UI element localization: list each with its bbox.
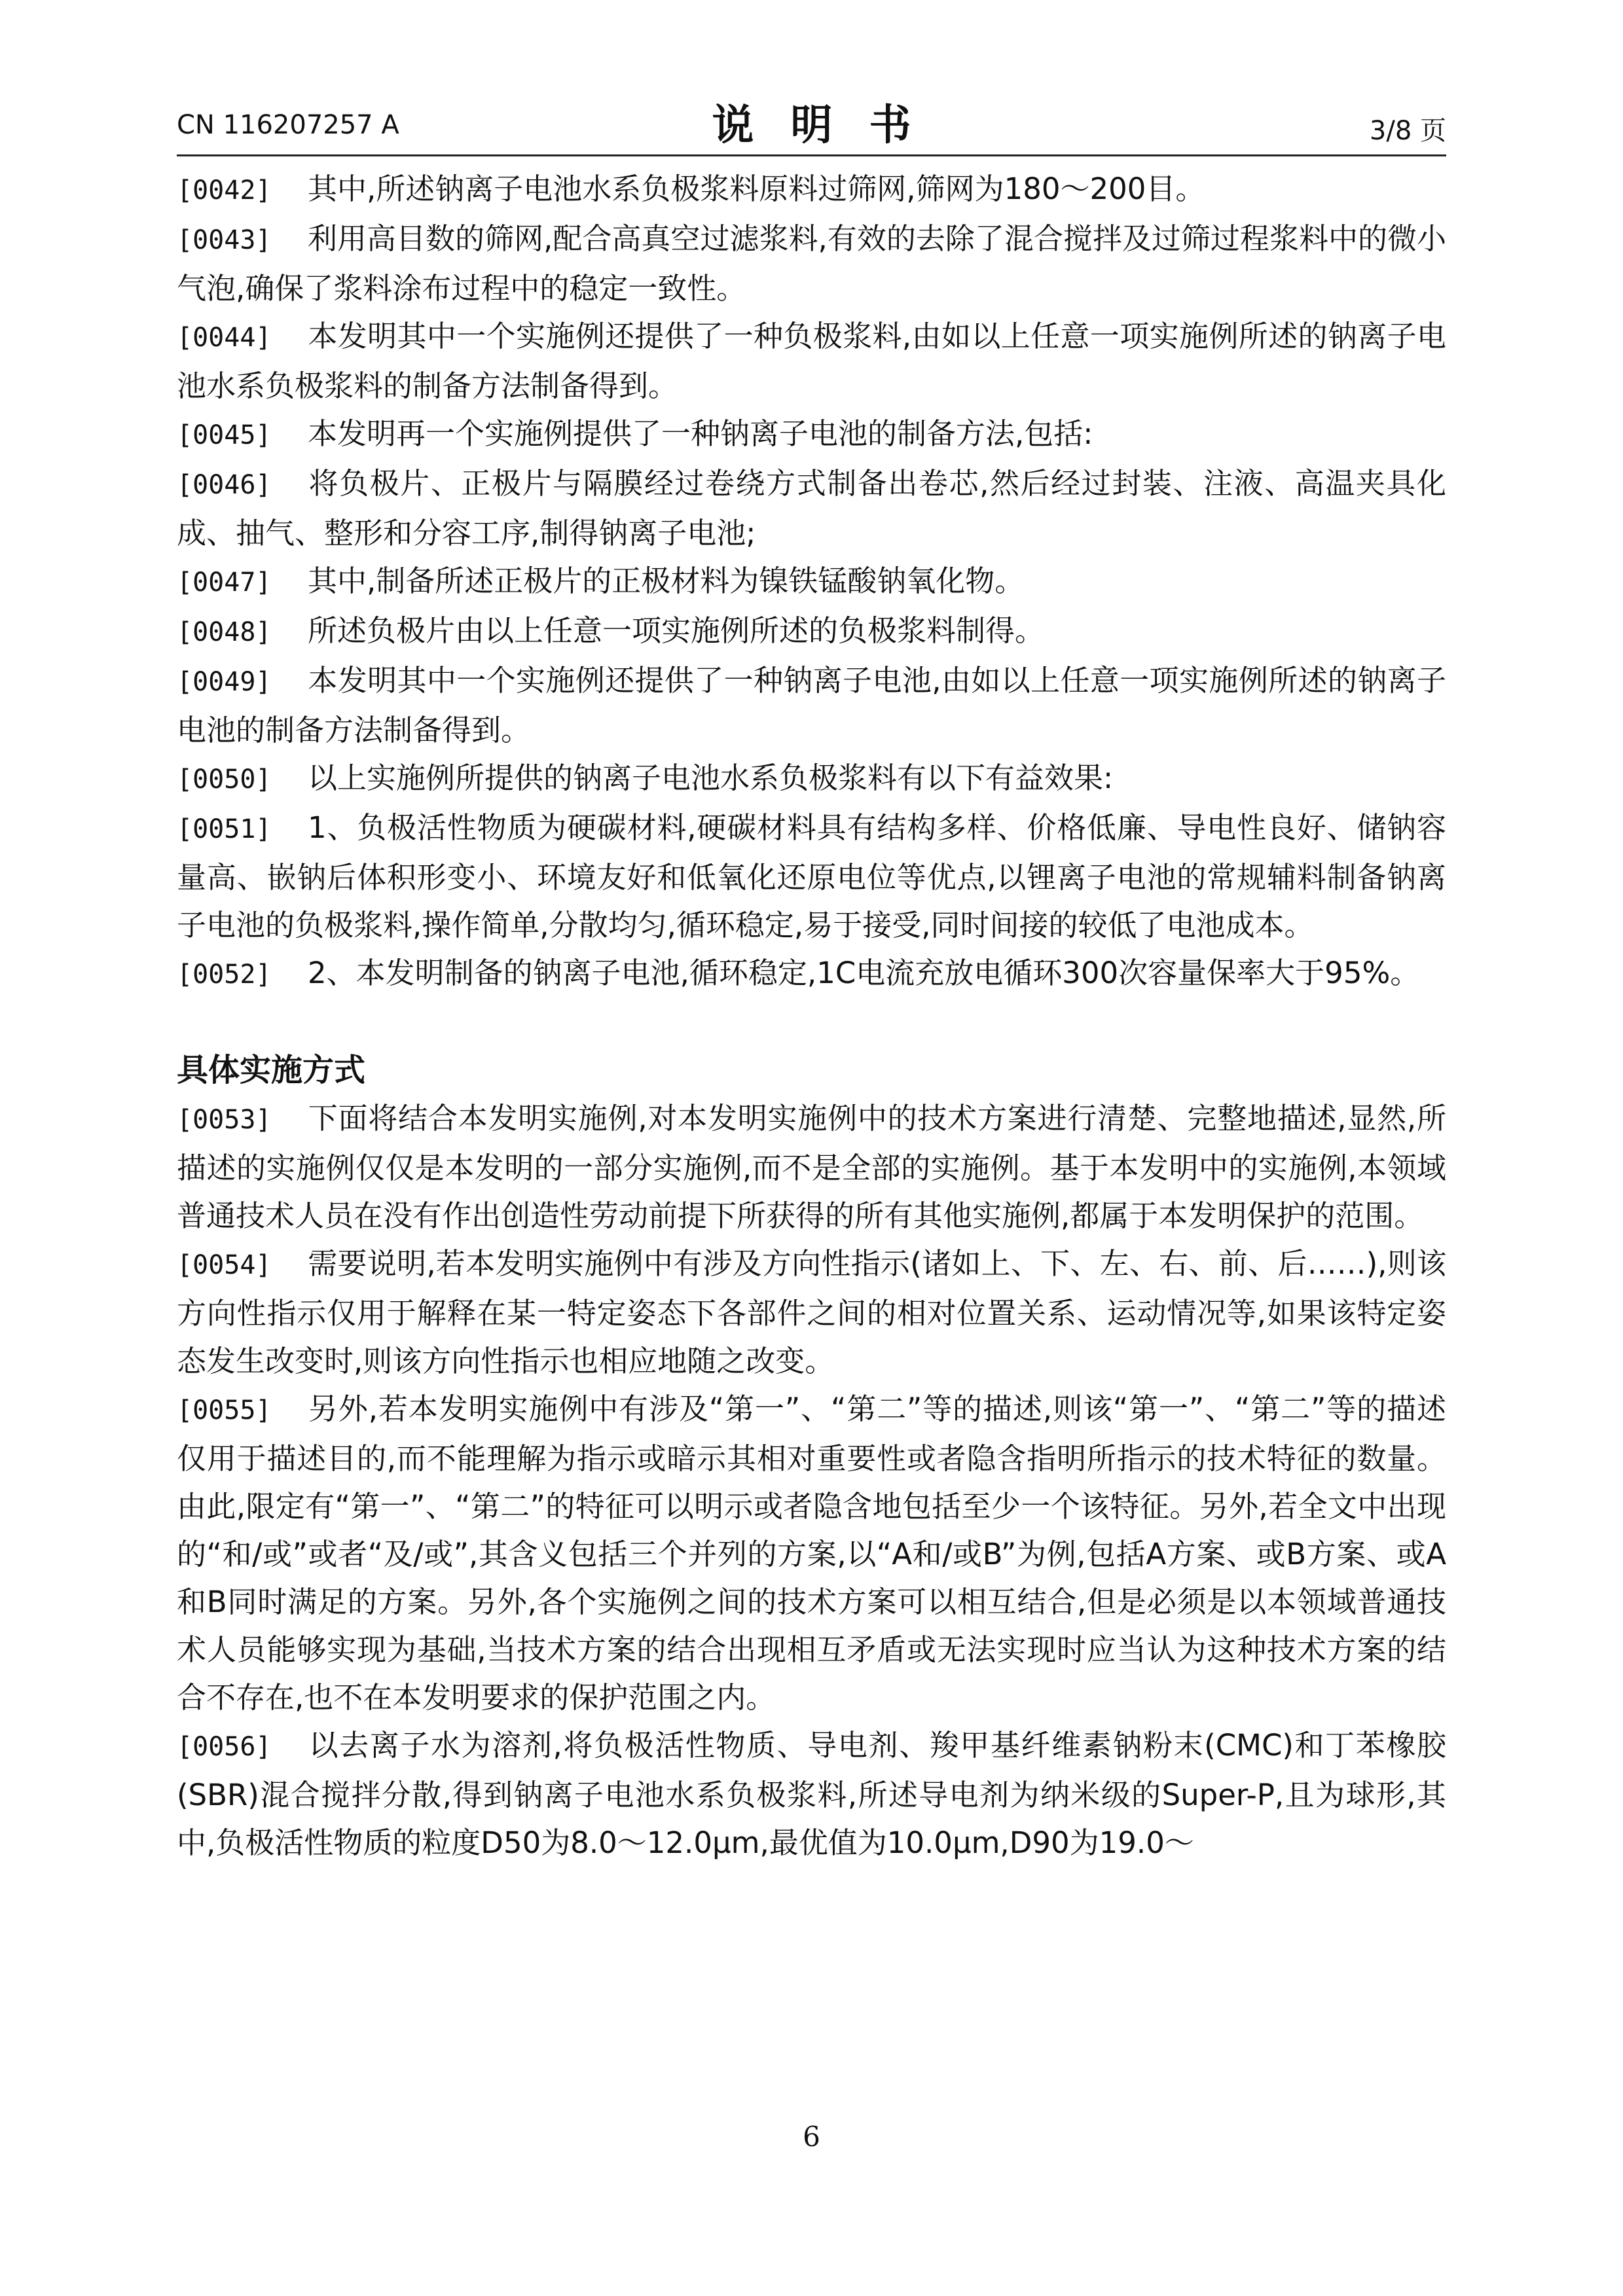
paragraph: [177, 1385, 1446, 1721]
paragraph-number: [0046]: [177, 470, 272, 500]
paragraph: [177, 1721, 1446, 1867]
paragraph: [177, 312, 1446, 410]
paragraph: [177, 804, 1446, 949]
header-rule: [177, 154, 1446, 156]
paragraph: [177, 557, 1446, 607]
paragraph-text: 其中,制备所述正极片的正极材料为镍铁锰酸钠氧化物。: [308, 564, 1025, 598]
paragraph-text: 所述负极片由以上任意一项实施例所述的负极浆料制得。: [308, 613, 1045, 648]
paragraph-number: [0053]: [177, 1105, 272, 1135]
paragraph: [177, 459, 1446, 557]
document-body: [177, 165, 1446, 1867]
paragraph-number: [0056]: [177, 1732, 272, 1762]
section-heading: 具体实施方式: [177, 1052, 366, 1088]
paragraph-number: [0049]: [177, 667, 272, 697]
paragraph-number: [0048]: [177, 617, 272, 647]
paragraph-number: [0042]: [177, 175, 272, 206]
paragraph: [177, 410, 1446, 459]
paragraph-number: [0050]: [177, 764, 272, 795]
paragraph-text: 其中,所述钠离子电池水系负极浆料原料过筛网,筛网为180～200目。: [308, 171, 1205, 206]
paragraph-number: [0051]: [177, 814, 272, 844]
paragraph-text: 2、本发明制备的钠离子电池,循环稳定,1C电流充放电循环300次容量保率大于95%。: [308, 956, 1420, 990]
paragraph-text: 利用高目数的筛网,配合高真空过滤浆料,有效的去除了混合搅拌及过筛过程浆料中的微小气泡,确保了浆料涂布过程中的稳定一致性。: [177, 221, 1446, 306]
paragraph: [177, 656, 1446, 754]
paragraph-text: 将负极片、正极片与隔膜经过卷绕方式制备出卷芯,然后经过封装、注液、高温夹具化成、抽气、整形和分容工序,制得钠离子电池;: [177, 466, 1446, 550]
paragraph-text: 下面将结合本发明实施例,对本发明实施例中的技术方案进行清楚、完整地描述,显然,所描述的实施例仅仅是本发明的一部分实施例,而不是全部的实施例。基于本发明中的实施例,本领域普通技术人员在没有作出创造性劳动前提下所获得的所有其他实施例,都属于本发明保护的范围。: [177, 1101, 1446, 1233]
paragraph: [177, 1094, 1446, 1240]
patent-number: CN 116207257 A: [177, 110, 399, 140]
paragraph-text: 需要说明,若本发明实施例中有涉及方向性指示(诸如上、下、左、右、前、后……),则该方向性指示仅用于解释在某一特定姿态下各部件之间的相对位置关系、运动情况等,如果该特定姿态发生改变时,则该方向性指示也相应地随之改变。: [177, 1246, 1446, 1378]
paragraph-text: 本发明其中一个实施例还提供了一种负极浆料,由如以上任意一项实施例所述的钠离子电池水系负极浆料的制备方法制备得到。: [177, 319, 1446, 403]
paragraph-number: [0047]: [177, 567, 272, 598]
paragraph-text: 以上实施例所提供的钠离子电池水系负极浆料有以下有益效果:: [308, 761, 1114, 795]
paragraph: [177, 754, 1446, 804]
paragraph: [177, 165, 1446, 215]
page-header: [177, 92, 1446, 151]
paragraph: [177, 607, 1446, 656]
paragraph-text: 1、负极活性物质为硬碳材料,硬碳材料具有结构多样、价格低廉、导电性良好、储钠容量高、嵌钠后体积形变小、环境友好和低氧化还原电位等优点,以锂离子电池的常规辅料制备钠离子电池的负极浆料,操作简单,分散均匀,循环稳定,易于接受,同时间接的较低了电池成本。: [177, 810, 1446, 942]
document-title: 说明书: [712, 101, 948, 150]
paragraph: [177, 215, 1446, 312]
paragraph-text: 以去离子水为溶剂,将负极活性物质、导电剂、羧甲基纤维素钠粉末(CMC)和丁苯橡胶(SBR)混合搅拌分散,得到钠离子电池水系负极浆料,所述导电剂为纳米级的Super-P,且为球形,其中,负极活性物质的粒度D50为8.0～12.0μm,最优值为10.0μm,D90为19.0～: [177, 1728, 1446, 1860]
paragraph-number: [0045]: [177, 420, 272, 450]
paragraph-text: 本发明其中一个实施例还提供了一种钠离子电池,由如以上任意一项实施例所述的钠离子电池的制备方法制备得到。: [177, 663, 1446, 747]
paragraph-text: 另外,若本发明实施例中有涉及“第一”、“第二”等的描述,则该“第一”、“第二”等的描述仅用于描述目的,而不能理解为指示或暗示其相对重要性或者隐含指明所指示的技术特征的数量。由此,限定有“第一”、“第二”的特征可以明示或者隐含地包括至少一个该特征。另外,若全文中出现的“和/或”或者“及/或”,其含义包括三个并列的方案,以“A和/或B”为例,包括A方案、或B方案、或A和B同时满足的方案。另外,各个实施例之间的技术方案可以相互结合,但是必须是以本领域普通技术人员能够实现为基础,当技术方案的结合出现相互矛盾或无法实现时应当认为这种技术方案的结合不存在,也不在本发明要求的保护范围之内。: [177, 1391, 1446, 1715]
section-spacer: [177, 999, 1446, 1047]
paragraph-number: [0055]: [177, 1395, 272, 1426]
paragraph: [177, 1240, 1446, 1385]
paragraph: [177, 949, 1446, 999]
page-number: 6: [803, 2121, 820, 2153]
paragraph-number: [0054]: [177, 1250, 272, 1280]
paragraph-number: [0044]: [177, 323, 272, 353]
page-indicator: 3/8 页: [1369, 116, 1446, 146]
paragraph-text: 本发明再一个实施例提供了一种钠离子电池的制备方法,包括:: [308, 416, 1093, 451]
paragraph-number: [0052]: [177, 960, 272, 990]
paragraph-number: [0043]: [177, 225, 272, 255]
